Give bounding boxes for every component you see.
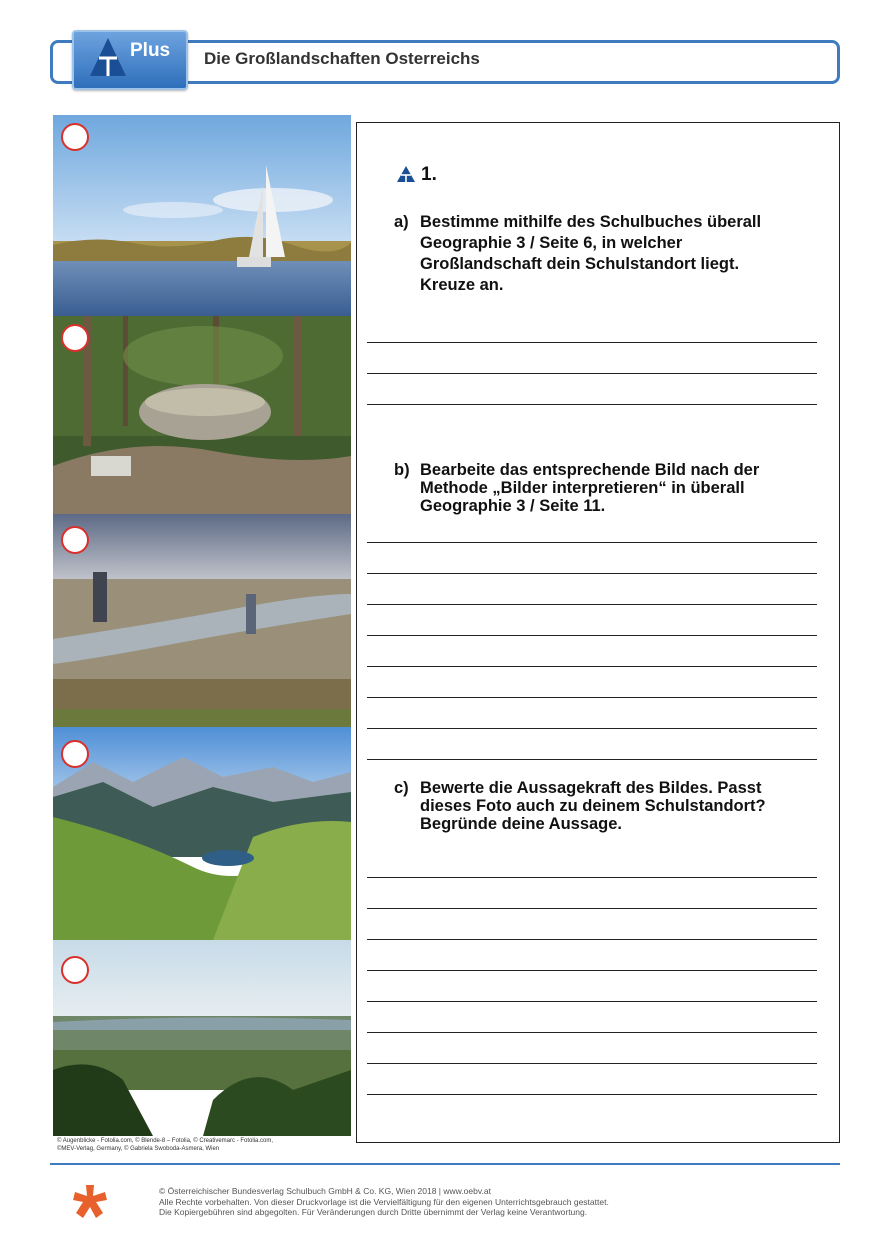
logo-text: Plus: [130, 40, 171, 61]
task-c-label: c): [394, 779, 409, 797]
answer-line[interactable]: [367, 759, 817, 760]
checkbox-landscape-5[interactable]: [61, 956, 89, 984]
answer-line[interactable]: [367, 1063, 817, 1064]
photo-forest-rock: [53, 316, 351, 514]
task-c-text-line: dieses Foto auch zu deinem Schulstandort?: [420, 797, 766, 815]
answer-line[interactable]: [367, 1001, 817, 1002]
answer-line[interactable]: [367, 728, 817, 729]
answer-line[interactable]: [367, 697, 817, 698]
answer-line[interactable]: [367, 342, 817, 343]
task-b-text-line: Bearbeite das entsprechende Bild nach der: [420, 461, 760, 479]
task-b-label: b): [394, 461, 410, 479]
footer-line: © Österreichischer Bundesverlag Schulbuch GmbH & Co. KG, Wien 2018 | www.oebv.at: [159, 1186, 491, 1196]
footer-rule: [50, 1163, 840, 1165]
answer-line[interactable]: [367, 573, 817, 574]
task-a-text-line: Geographie 3 / Seite 6, in welcher: [420, 234, 683, 252]
task-a: [394, 212, 824, 296]
plus-logo: [72, 30, 188, 90]
answer-line[interactable]: [367, 908, 817, 909]
photo-credit-line: © Augenblicke - Fotolia.com, © Blende-8 – Fotolia, © Creativemarc - Fotolia.com,: [57, 1138, 274, 1144]
answer-line[interactable]: [367, 635, 817, 636]
triangle-logo-icon: [88, 36, 128, 80]
task-b-text-line: Geographie 3 / Seite 11.: [420, 497, 606, 515]
checkbox-landscape-2[interactable]: [61, 324, 89, 352]
answer-line[interactable]: [367, 373, 817, 374]
footer-line: Die Kopiergebühren sind abgegolten. Für Veränderungen durch Dritte übernimmt der Verlag keine Verantwortung.: [159, 1207, 588, 1217]
footer-line: Alle Rechte vorbehalten. Von dieser Druckvorlage ist die Vervielfältigung für den eigenen Unterrichtsgebrauch gestattet.: [159, 1196, 609, 1207]
footer-text: [159, 1186, 609, 1218]
checkbox-landscape-4[interactable]: [61, 740, 89, 768]
answer-line[interactable]: [367, 970, 817, 971]
checkbox-landscape-3[interactable]: [61, 526, 89, 554]
answer-line[interactable]: [367, 1094, 817, 1095]
task-c-text-line: Begründe deine Aussage.: [420, 815, 623, 833]
answer-line[interactable]: [367, 1032, 817, 1033]
task-c-text-line: Bewerte die Aussagekraft des Bildes. Passt: [420, 779, 762, 797]
page-title: Die Großlandschaften Osterreichs: [204, 49, 480, 68]
answer-line[interactable]: [367, 404, 817, 405]
publisher-logo-icon: [72, 1183, 108, 1221]
photo-city-aerial: [53, 514, 351, 727]
task-triangle-icon: [396, 165, 416, 183]
photo-lowland-landscape: [53, 940, 351, 1136]
task-a-text-line: Kreuze an.: [420, 276, 504, 294]
answer-line[interactable]: [367, 666, 817, 667]
answer-line[interactable]: [367, 939, 817, 940]
task-c: [394, 779, 824, 833]
photo-lake-sailboat: [53, 115, 351, 316]
task-a-text-line: Großlandschaft dein Schulstandort liegt.: [420, 255, 740, 273]
photo-alpine-valley: [53, 727, 351, 940]
task-a-text-line: Bestimme mithilfe des Schulbuches überall: [420, 213, 762, 231]
answer-line[interactable]: [367, 877, 817, 878]
task-number: 1.: [421, 164, 437, 185]
answer-line[interactable]: [367, 542, 817, 543]
answer-line[interactable]: [367, 604, 817, 605]
photo-credit-line: ©MEV-Verlag, Germany, © Gabriela Swoboda-Asmera, Wien: [57, 1146, 220, 1152]
task-b: [394, 461, 824, 515]
task-b-text-line: Methode „Bilder interpretieren“ in überall: [420, 479, 745, 497]
task-a-label: a): [394, 213, 409, 231]
checkbox-landscape-1[interactable]: [61, 123, 89, 151]
